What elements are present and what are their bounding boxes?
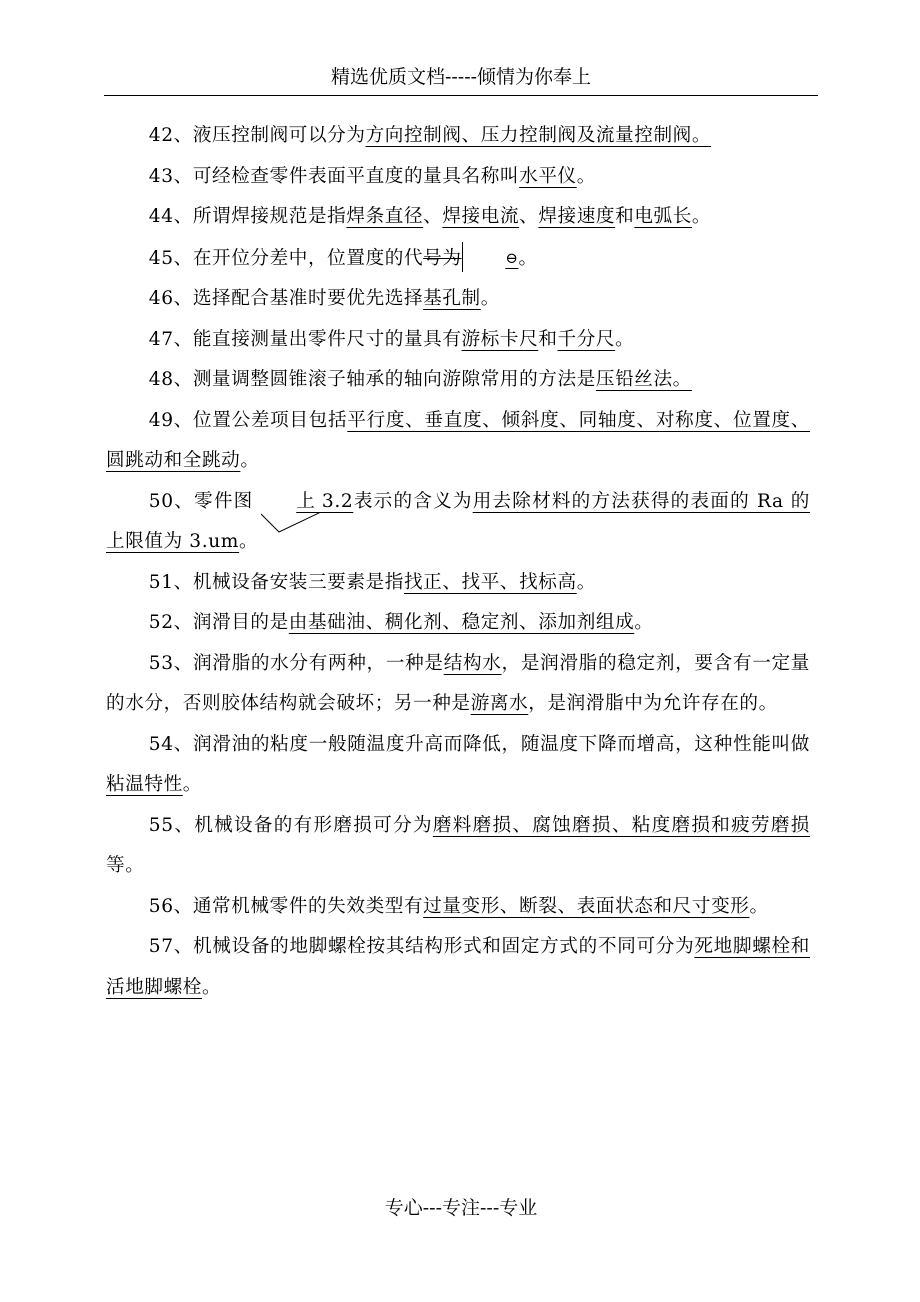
punctuation: 。: [749, 895, 769, 917]
punctuation: 。: [518, 247, 538, 269]
answer-blank: 粘温特性: [106, 774, 183, 795]
header-text: 精选优质文档-----倾情为你奉上: [330, 66, 592, 88]
question-text: 49、位置公差项目包括: [148, 409, 348, 431]
header-rule: [104, 95, 818, 96]
answer-blank: 方向控制阀、压力控制阀及流量控制阀。: [365, 125, 712, 146]
question-44: [106, 197, 810, 238]
punctuation: 。: [239, 531, 259, 552]
question-52: [106, 603, 810, 644]
punctuation: 。: [634, 612, 654, 633]
punctuation: 。: [576, 165, 596, 187]
question-text: ，是润滑脂的稳定剂，要含有一定量的水分，否则胶体结构就会破坏；另一种是: [106, 652, 810, 714]
question-text: 57、机械设备的地脚螺栓按其结构形式和固定方式的不同可分为: [148, 936, 695, 957]
punctuation: 。: [182, 774, 202, 795]
answer-blank: 焊接速度: [538, 206, 616, 227]
punctuation: 等。: [106, 855, 145, 876]
separator: 、: [519, 206, 539, 227]
question-text: 48、测量调整圆锥滚子轴承的轴向游隙常用的方法是: [148, 369, 596, 390]
separator: 、: [423, 206, 443, 227]
position-symbol-icon: ⊖: [505, 248, 519, 267]
answer-blank: 焊条直径: [346, 206, 424, 227]
question-49: [106, 401, 810, 482]
punctuation: 。: [240, 450, 260, 471]
question-48: [106, 360, 810, 401]
page-header: [104, 62, 818, 92]
answer-blank: 千分尺: [557, 328, 616, 350]
question-text: 44、所谓焊接规范是指: [148, 206, 347, 227]
roughness-value: 上 3.2: [296, 490, 354, 512]
document-body: [106, 116, 810, 1008]
question-text: 42、液压控制阀可以分为: [148, 125, 366, 146]
answer-blank: 磨料磨损、腐蚀磨损、粘度磨损和疲劳磨损: [432, 814, 810, 836]
question-text: ，是润滑脂中为允许存在的。: [528, 693, 778, 714]
question-56: [106, 887, 810, 928]
separator: 和: [538, 328, 558, 350]
struck-text: 号为: [423, 247, 462, 269]
roughness-check-icon: [261, 512, 321, 534]
answer-blank: 死地脚螺栓和活地脚螺栓: [106, 936, 811, 998]
question-53: [106, 644, 810, 725]
page-footer: [104, 1193, 818, 1223]
question-text: 54、润滑油的粘度一般随温度升高而降低，随温度下降而增高，这种性能叫做: [148, 733, 810, 755]
question-text: 50、零件图: [148, 490, 254, 512]
answer-blank: 游离水: [470, 693, 529, 714]
answer-blank: 用去除材料的方法获得的表面的 Ra 的上限值为 3.um: [106, 490, 811, 552]
question-43: [106, 157, 810, 198]
roughness-annotation: [253, 482, 353, 523]
question-42: [106, 116, 810, 157]
question-text: 45、在开位分差中，位置度的代: [148, 247, 424, 269]
question-text: 46、选择配合基准时要优先选择: [148, 288, 424, 309]
question-text: 43、可经检查零件表面平直度的量具名称叫: [148, 165, 520, 187]
question-text: 56、通常机械零件的失效类型有: [148, 895, 424, 917]
question-51: [106, 563, 810, 604]
question-50: [106, 482, 810, 563]
punctuation: 。: [201, 976, 222, 998]
answer-blank: 过量变形、断裂、表面状态和尺寸变形: [423, 895, 750, 917]
punctuation: 。: [691, 206, 712, 227]
question-55: [106, 806, 810, 887]
answer-blank: 基孔制: [423, 288, 481, 309]
question-text: 51、机械设备安装三要素是指: [148, 571, 404, 593]
separator: 和: [615, 206, 635, 227]
question-text: 55、机械设备的有形磨损可分为: [148, 814, 433, 836]
question-46: [106, 279, 810, 320]
question-text: 47、能直接测量出零件尺寸的量具有: [148, 328, 462, 350]
question-text: 52、润滑目的是: [148, 612, 289, 633]
question-text: 表示的含义为: [353, 490, 473, 512]
answer-blank: 找正、找平、找标高: [403, 571, 577, 593]
question-47: [106, 320, 810, 361]
question-57: [106, 927, 810, 1008]
answer-blank: 电弧长: [634, 206, 692, 227]
answer-blank: 平行度、垂直度、倾斜度、同轴度、对称度、位置度、圆跳动和全跳动: [106, 409, 811, 471]
question-54: [106, 725, 810, 806]
answer-blank: 结构水: [443, 652, 502, 674]
punctuation: 。: [480, 288, 500, 309]
answer-blank: 焊接电流: [442, 206, 520, 227]
footer-text: 专心---专注---专业: [384, 1197, 538, 1219]
answer-blank: 由基础油、稠化剂、稳定剂、添加剂组成: [288, 612, 635, 633]
question-text: 53、润滑脂的水分有两种，一种是: [148, 652, 444, 674]
punctuation: 。: [615, 328, 635, 350]
answer-blank: 游标卡尺: [461, 328, 539, 350]
answer-blank: 压铅丝法。: [595, 369, 692, 390]
punctuation: 。: [576, 571, 596, 593]
question-45: [106, 238, 810, 280]
answer-blank: 水平仪: [519, 165, 577, 187]
